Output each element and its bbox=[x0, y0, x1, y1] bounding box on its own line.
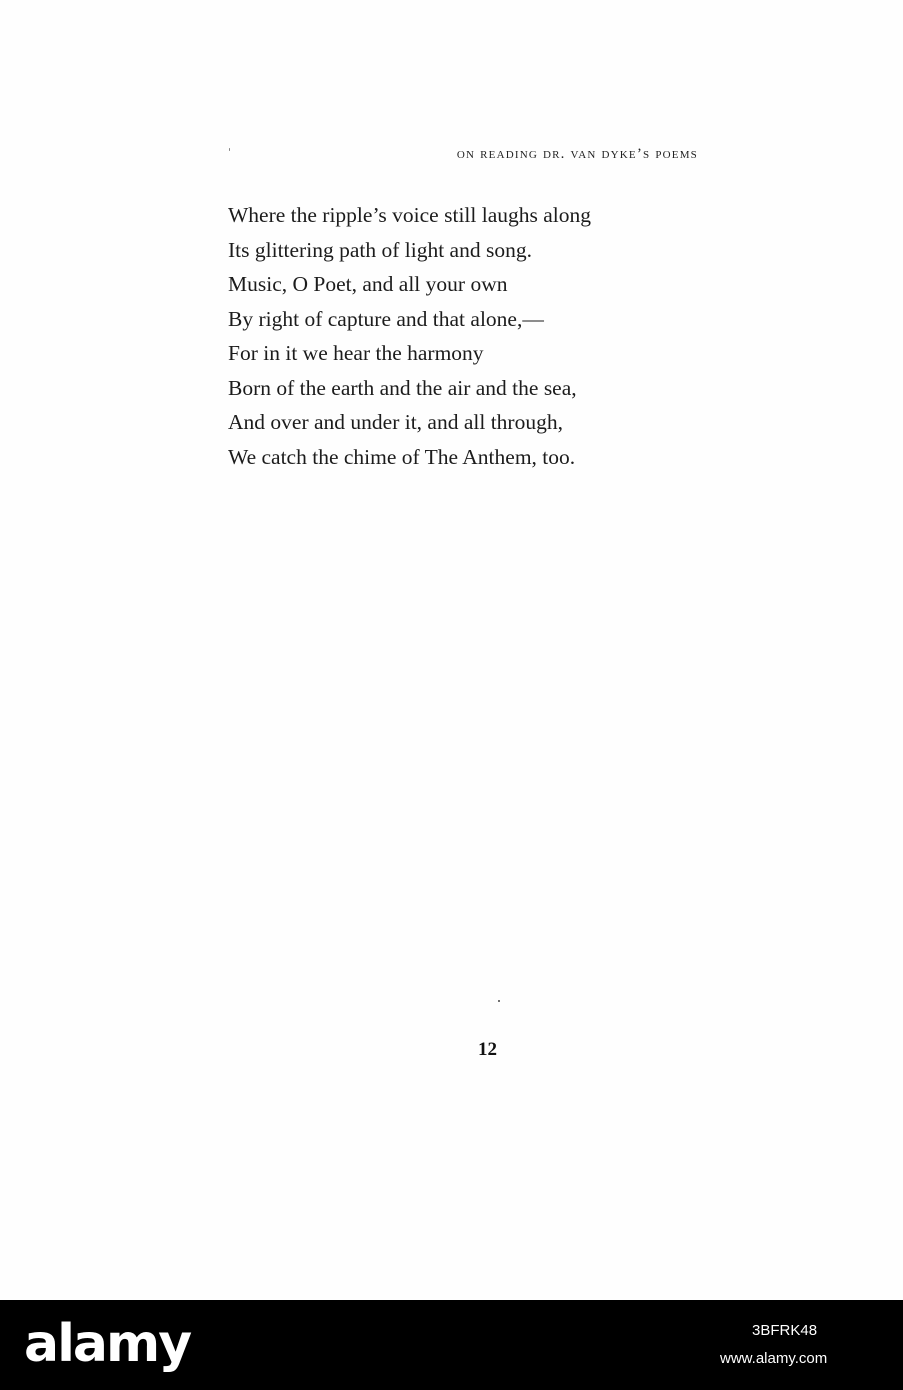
watermark-image-id: 3BFRK48 bbox=[752, 1322, 818, 1339]
verse-line: Music, O Poet, and all your own bbox=[228, 272, 508, 296]
verse-line: We catch the chime of The Anthem, too. bbox=[228, 444, 576, 469]
paper-speck bbox=[229, 148, 230, 151]
watermark-logo: alamy bbox=[24, 1314, 191, 1374]
verse-line: For in it we hear the harmony bbox=[228, 341, 484, 365]
verse-line: By right of capture and that alone,— bbox=[228, 306, 544, 331]
running-head: on reading dr. van dyke’s poems bbox=[456, 146, 698, 162]
verse-line: And over and under it, and all through, bbox=[228, 410, 563, 434]
page-number: 12 bbox=[478, 1039, 497, 1060]
verse-line: Born of the earth and the air and the sea, bbox=[228, 375, 577, 400]
paper-speck bbox=[498, 1000, 500, 1002]
verse-line: Where the ripple’s voice still laughs along bbox=[228, 203, 592, 227]
watermark-url: www.alamy.com bbox=[720, 1350, 828, 1367]
poem-stanza bbox=[228, 198, 748, 474]
verse-line: Its glittering path of light and song. bbox=[228, 237, 532, 262]
